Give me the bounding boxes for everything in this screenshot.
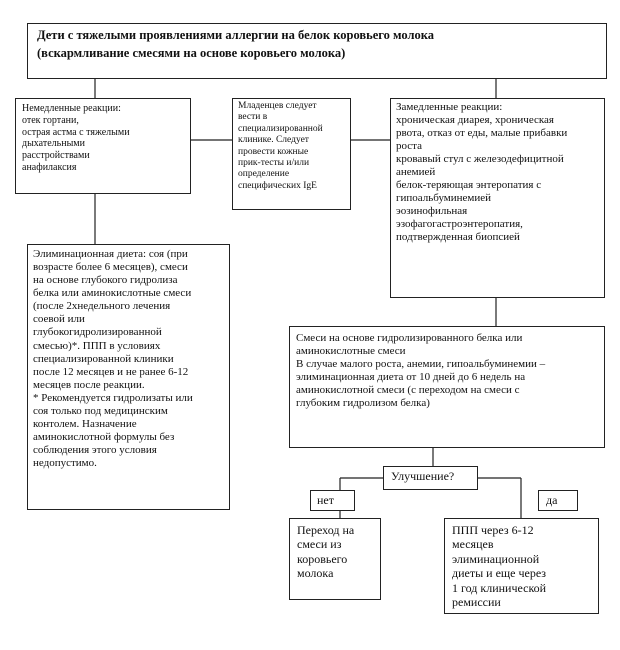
immediate-reactions-text: Немедленные реакции: отек гортани, острая астма с тяжелыми дыхательными расстройствами анафилаксия (22, 103, 130, 173)
specialized-clinic-text: Младенцев следует вести в специализированной клинике. Следует провести кожные прик-тесты и/или определение специфических IgE (238, 101, 323, 191)
delayed-reactions-text: Замедленные реакции: хроническая диарея, хроническая рвота, отказ от еды, малые прибавки роста кровавый стул с железодефицитной анемией белок-теряющая энтеропатия с гипоальбуминемией эозинофильная эзофагогастроэнтеропатия, подтвержденная биопсией (396, 101, 568, 243)
title-line-2: (вскармливание смесями на основе коровьего молока) (37, 46, 346, 60)
improvement-question-text: Улучшение? (391, 469, 455, 483)
elimination-diet-text: Элиминационная диета: соя (при возрасте более 6 месяцев), смеси на основе глубокого гидролиза белка или аминокислотные смеси (после 2хнедельного лечения соевой или глубокогидролизированной смесью)*. ППП в условиях специализированной клиники после 12 месяцев и не ранее 6-12 месяцев после реакции. * Рекомендуется гидролизаты или соя только под медицинским контолем. Назначение аминокислотной формулы без соблюдения этого условия недопустимо. (33, 248, 193, 470)
yes-label: да (546, 493, 558, 507)
formulas-text: Смеси на основе гидролизированного белка или аминокислотные смеси В случае малого роста, анемии, гипоальбуминемии – элиминационная диета от 10 дней до 6 недель на аминокислотной смеси (с переходом на смеси с глубоким гидролизом белка) (296, 332, 546, 409)
ppp-text: ППП через 6-12 месяцев элиминационной диеты и еще через 1 год клинической ремиссии (452, 523, 547, 609)
switch-to-cow-milk-text: Переход на смеси из коровьего молока (297, 523, 355, 581)
yes-label-box (538, 490, 578, 511)
no-label: нет (317, 493, 334, 507)
title-line-1: Дети с тяжелыми проявлениями аллергии на белок коровьего молока (37, 28, 435, 42)
